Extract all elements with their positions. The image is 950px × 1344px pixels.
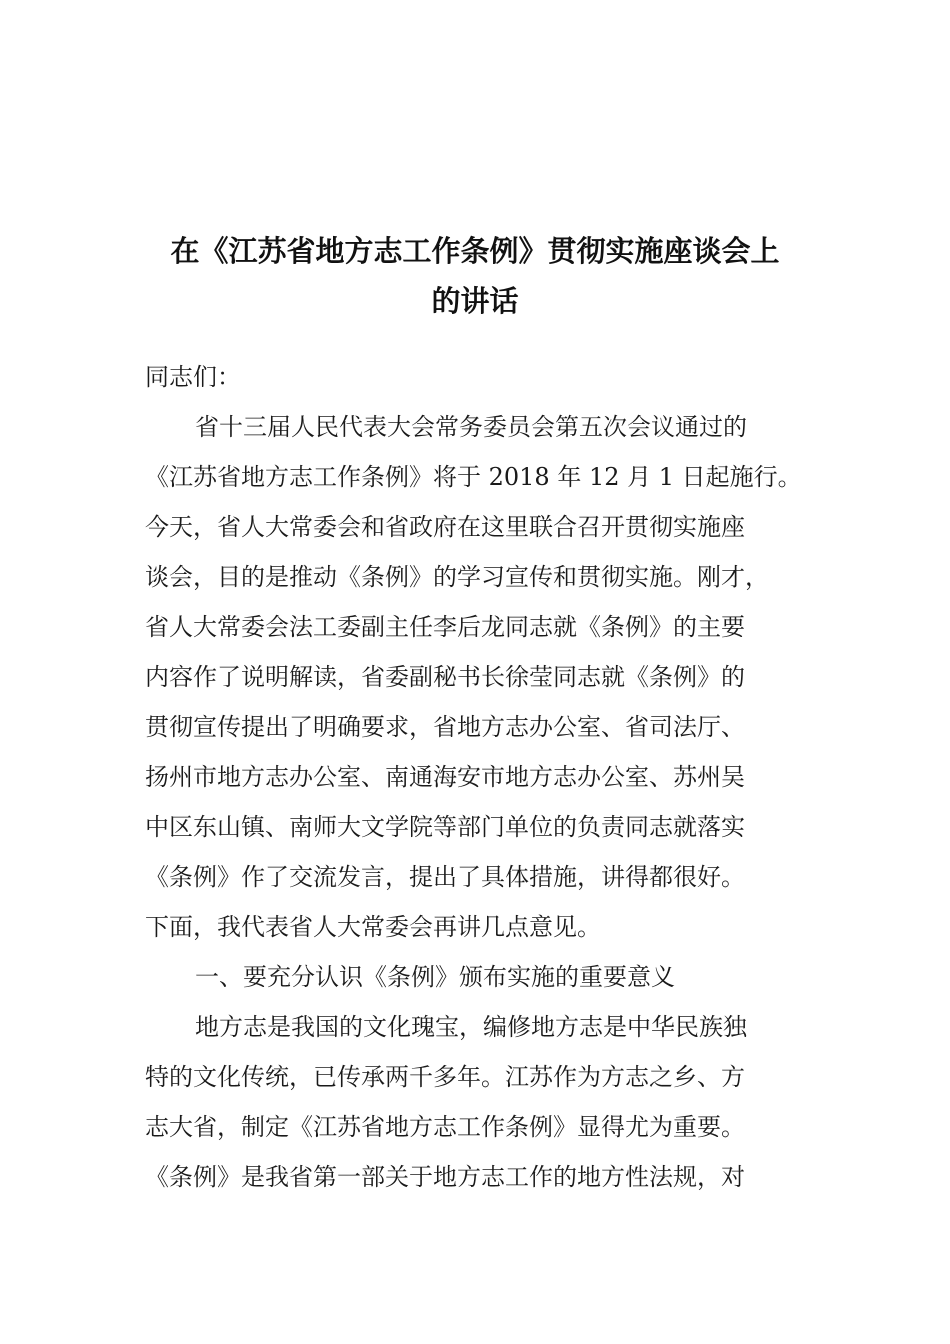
paragraph-line: 《条例》作了交流发言，提出了具体措施，讲得都很好。 <box>145 863 745 891</box>
document-title <box>120 226 830 326</box>
paragraph-line: 贯彻宣传提出了明确要求，省地方志办公室、省司法厅、 <box>145 713 745 741</box>
title-line: 的讲话 <box>431 284 519 318</box>
paragraph-line: 《江苏省地方志工作条例》将于 2018 年 12 月 1 日起施行。 <box>145 463 802 491</box>
paragraph-line: 内容作了说明解读，省委副秘书长徐莹同志就《条例》的 <box>145 663 745 691</box>
document-body <box>145 352 805 1202</box>
title-line: 在《江苏省地方志工作条例》贯彻实施座谈会上 <box>170 234 780 268</box>
paragraph-line: 《条例》是我省第一部关于地方志工作的地方性法规，对 <box>145 1163 745 1191</box>
paragraph-line: 今天，省人大常委会和省政府在这里联合召开贯彻实施座 <box>145 513 745 541</box>
paragraph-line: 特的文化传统，已传承两千多年。江苏作为方志之乡、方 <box>145 1063 745 1091</box>
paragraph-line: 志大省，制定《江苏省地方志工作条例》显得尤为重要。 <box>145 1113 745 1141</box>
paragraph-line: 省十三届人民代表大会常务委员会第五次会议通过的 <box>195 413 747 441</box>
section-heading: 一、要充分认识《条例》颁布实施的重要意义 <box>195 963 675 991</box>
paragraph-line: 扬州市地方志办公室、南通海安市地方志办公室、苏州吴 <box>145 763 745 791</box>
salutation: 同志们： <box>145 363 241 391</box>
paragraph-line: 下面，我代表省人大常委会再讲几点意见。 <box>145 913 601 941</box>
paragraph-line: 地方志是我国的文化瑰宝，编修地方志是中华民族独 <box>195 1013 747 1041</box>
paragraph-line: 中区东山镇、南师大文学院等部门单位的负责同志就落实 <box>145 813 745 841</box>
paragraph-line: 省人大常委会法工委副主任李后龙同志就《条例》的主要 <box>145 613 745 641</box>
paragraph-line: 谈会，目的是推动《条例》的学习宣传和贯彻实施。刚才， <box>145 563 769 591</box>
